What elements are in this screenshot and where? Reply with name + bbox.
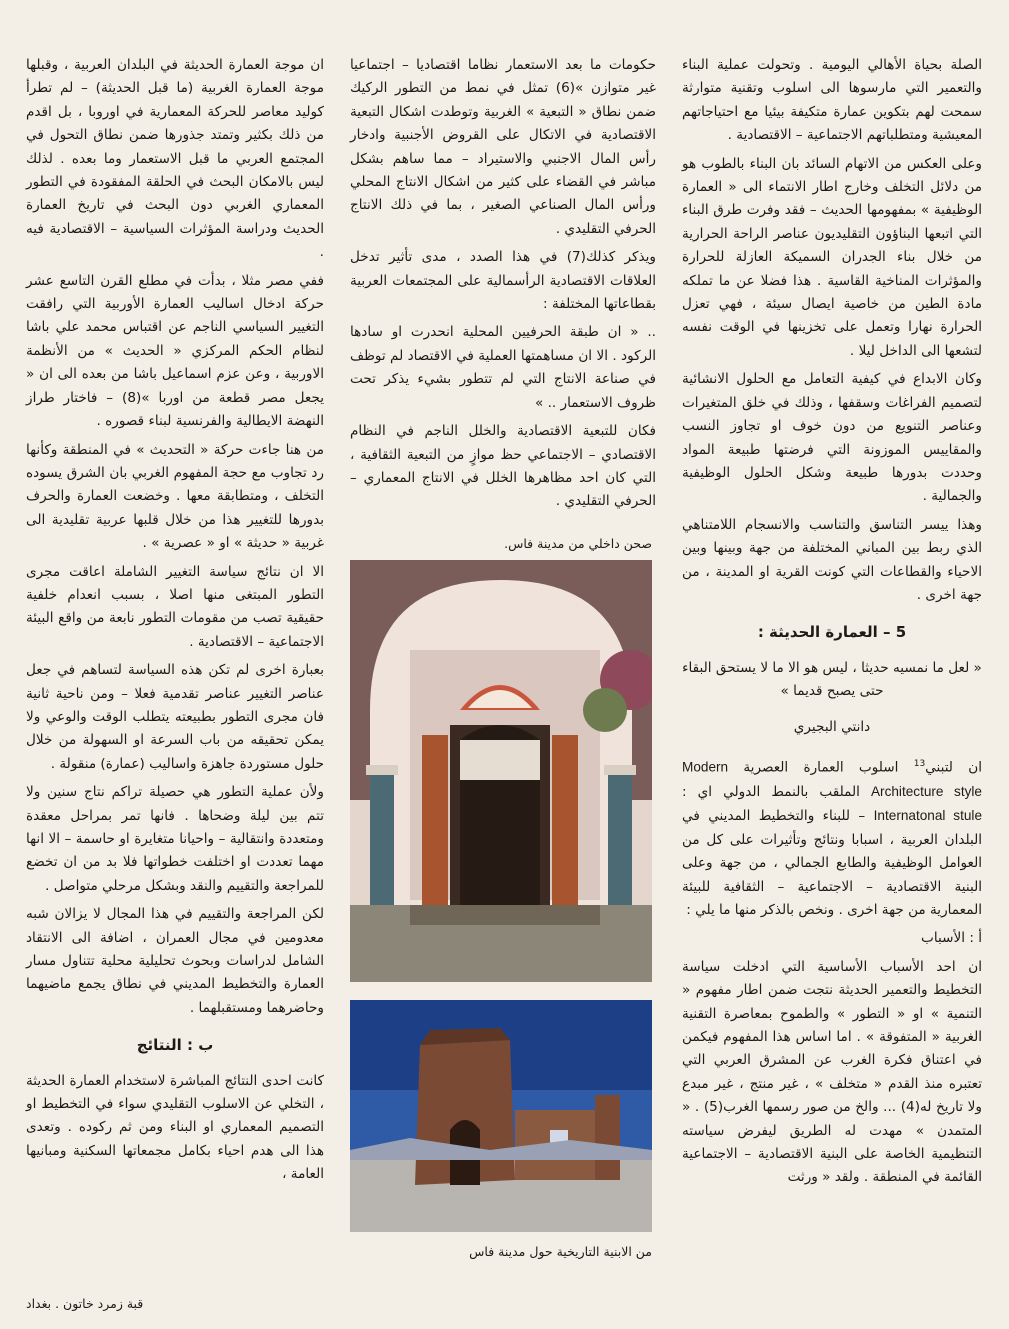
text-span: اسلوب العمارة العصرية [743, 759, 899, 776]
latin-term: Modern Architecture style [682, 759, 982, 799]
text-span: ان لتبني [925, 759, 982, 776]
footnote-ref: 13 [913, 758, 926, 769]
paragraph: ويذكر كذلك(7) في هذا الصدد ، مدى تأثير تدخل العلاقات الاقتصادية الرأسمالية على المجتمعات العربية بقطاعاتها المختلفة : [350, 249, 656, 313]
paragraph: كانت احدى النتائج المباشرة لاستخدام العمارة الحديثة ، التخلي عن الاسلوب التقليدي سواء في التخطيط او التصميم المعماري او البناء ومن ثم ركوده . وتعدى هذا الى هدم احياء بكامل مجمعاتها السكنية ومبانيها العامة ، [26, 1072, 324, 1183]
paragraph: فكان للتبعية الاقتصادية والخلل الناجم في النظام الاقتصادي – الاجتماعي حظ موازٍ من التبعية الثقافية ، التي كان احد مظاهرها الخلل في الانتاج المعماري – الحرفي التقليدي . [350, 423, 656, 510]
paragraph: ان احد الأسباب الأساسية التي ادخلت سياسة التخطيط والتعمير الحديثة نتجت ضمن اطار مفهوم « التنمية » او « التطور » والطموح بمعاصرة التقنية الغربية « المتفوقة » . اما اساس هذا المفهوم فيكمن في اعتناق فكرة الغرب عن المشرق العربي التي تعتبره منذ القدم « متخلف » ، غير منتج ، غير مبدع ولا تاريخ له(4) ... والخ من صور رسمها الغرب(5) . « المتمدن » مهدت له الطريق ليفرض سياسته التنظيمية الخاصة على البنية الاقتصادية – الاجتماعية القائمة في المنطقة . ولقد « ورثت [682, 958, 982, 1186]
text-column-middle [350, 54, 656, 519]
text-column-left [26, 54, 324, 1192]
photo-caption: صحن داخلي من مدينة فاس. [504, 536, 652, 551]
paragraph [682, 753, 982, 922]
paragraph: الصلة بحياة الأهالي اليومية . وتحولت عملية البناء والتعمير التي مارسوها الى اسلوب وتقنية متوارثة سمحت لهم بتكوين عمارة متكيفة بيئيا مع احتياجاتهم المعيشية ومتطلباتهم الاجتماعية – الاقتصادية . [682, 57, 982, 144]
text-column-right [682, 54, 982, 1195]
paragraph: الا ان نتائج سياسة التغيير الشاملة اعاقت مجرى التطور المبتغى منها اصلا ، بسبب انعدام خلفية حقيقية تصب من مقومات التطور نابعة من واقع البيئة الاجتماعية – الاقتصادية . [26, 563, 324, 650]
text-span: الملقب بالنمط الدولي اي : [682, 783, 860, 800]
paragraph: حكومات ما بعد الاستعمار نظاما اقتصاديا – اجتماعيا غير متوازن »(6) تمثل في نمط من التطور الركيك ضمن نطاق « التبعية » الغربية وتوطدت اشكال التبعية الاقتصادية في الاتكال على القروض الأجنبية وادخار رأس المال الاجنبي والاستيراد – مما ساهم بشكل مباشر في القضاء على كثير من اشكال الانتاج المحلي ورأس المال الصناعي الصغير ، بما في ذلك الانتاج الحرفي التقليدي . [350, 57, 656, 237]
photo-caption: من الابنية التاريخية حول مدينة فاس [469, 1244, 652, 1259]
paragraph: ان موجة العمارة الحديثة في البلدان العربية ، وقبلها موجة العمارة الغربية (ما قبل الحديثة) – لم تطرأ كوليد معاصر للحركة المعمارية في اوروبا ، بل اقدم من ذلك بكثير وتمتد جذورها ضمن نطاق التحول في المجتمع العربي ما قبل الاستعمار وما بعده . لذلك ليس بالامكان البحث في الحلقة المفقودة في التطور المعماري الغربي دون البحث في تاريخ العمارة الحديث ودراسة المؤثرات السياسية – الاقتصادية فيه . [26, 57, 324, 261]
courtyard-photo [350, 560, 652, 982]
text-span: – للبناء والتخطيط المديني في البلدان العربية ، اسبابا ونتائج وتأثيرات على كل من العوامل الوظيفية والطابع الجمالي ، من جهة وعلى البنية الاقتصادية – الاجتماعية – الثقافية للبيئة المعمارية من جهة اخرى . ونخص بالذكر منها ما يلي : [682, 808, 982, 918]
paragraph: وعلى العكس من الاتهام السائد بان البناء بالطوب هو من دلائل التخلف وخارج اطار الانتماء الى « العمارة الوظيفية » بمفهومها الحديث – فقد وفرت طرق البناء التي اتبعها البناؤون التقليديون عناصر الراحة الحرارية من خلال بناء الجدران السميكة العازلة للحرارة والمؤثرات المناخية القاسية . هذا فضلا عن ما تملكه مادة الطين من خاصية ايصال سيئة ، فهي تعزل الحرارة نهارا وتعمل على تخزينها في الوقت نفسه لتشعها الى الداخل ليلا . [682, 155, 982, 359]
paragraph: ولأن عملية التطور هي حصيلة تراكم نتاج سنين ولا تتم بين ليلة وضحاها . فانها تمر بمراحل معقدة ومتعددة وانتقالية – واحيانا متغايرة او حاسمة – الا انها مهما تعددت او اختلفت خطواتها فلا بد من ان تخضع للمراجعة والتقييم والنقد وبشكل مرحلي متواصل . [26, 784, 324, 894]
paragraph: ففي مصر مثلا ، بدأت في مطلع القرن التاسع عشر حركة ادخال اساليب العمارة الأوربية التي رافقت التغيير السياسي الناجم عن اقتباس محمد علي باشا لنظام الحكم المركزي « الحديث » من الأنظمة الاوربية ، وعن عزم اسماعيل باشا من بعده الى ان « يجعل مصر قطعة من اوربا »(8) – فاختار طراز النهضة الايطالية والفرنسية لبناء قصوره . [26, 272, 325, 430]
paragraph: بعبارة اخرى لم تكن هذه السياسة لتساهم في جعل عناصر التغيير عناصر تقدمية فعلا – ومن ناحية ثانية فان مجرى التطور بطبيعته يتطلب الوقت والوعي ولا يمكن تحقيقه من باب السرعة او السهولة من خلال حلول مستوردة جاهزة واساليب (عمارة) منقولة . [26, 662, 324, 772]
quote-author: دانتي البجيري [793, 718, 871, 735]
latin-term: Internatonal stule [873, 808, 983, 824]
paragraph: وكان الابداع في كيفية التعامل مع الحلول الانشائية لتصميم الفراغات وسقفها ، وذلك في خلق المتغيرات وعناصر التنويع من دون خوف او تجاوز النسب والمقاييس الموزونة التي فرضتها طبيعة المواد وحددت بدورها طبيعة وشكل الحلول الوظيفية والجمالية . [682, 371, 982, 505]
photo-caption: قبة زمرد خاتون . بغداد [26, 1296, 144, 1311]
paragraph: وهذا ييسر التناسق والتناسب والانسجام اللامتناهي الذي ربط بين المباني المختلفة من جهة وبينها وبين الاحياء والقطاعات التي كونت القرية او المدينة ، من جهة اخرى . [682, 516, 982, 603]
section-heading: ب : النتائج [136, 1036, 214, 1055]
sub-heading: أ : الأسباب [921, 930, 982, 947]
paragraph: من هنا جاءت حركة « التحديث » في المنطقة وكأنها رد تجاوب مع حجة المفهوم الغربي بان الشرق يسوده التخلف ، ومتطابقة معها . وخضعت العمارة والحرف بدورها للتغيير هذا من خلال قلبها عربية تقليدية الى غربية « حديثة » او « عصرية » . [26, 441, 324, 552]
paragraph: لكن المراجعة والتقييم في هذا المجال لا يزالان شبه معدومين في مجال العمران ، اضافة الى الانتقاد الشامل لدراسات وبحوث تحليلية محلية تتناول مسار العمارة والتخطيط المديني في نطاق يجمع ماضيهما وحاضرهما ومستقبلهما . [26, 906, 324, 1016]
section-heading: 5 – العمارة الحديثة : [757, 623, 907, 642]
tower-photo [350, 1000, 652, 1232]
quote: « لعل ما نمسيه حديثا ، ليس هو الا ما لا يستحق البقاء حتى يصبح قديما » [682, 659, 982, 700]
paragraph: .. « ان طبقة الحرفيين المحلية انحدرت او سادها الركود . الا ان مساهمتها العملية في الاقتصاد لم توظف في صناعة الانتاج التي لم تتطور بشيء يذكر تحت ظروف الاستعمار .. » [350, 324, 656, 411]
